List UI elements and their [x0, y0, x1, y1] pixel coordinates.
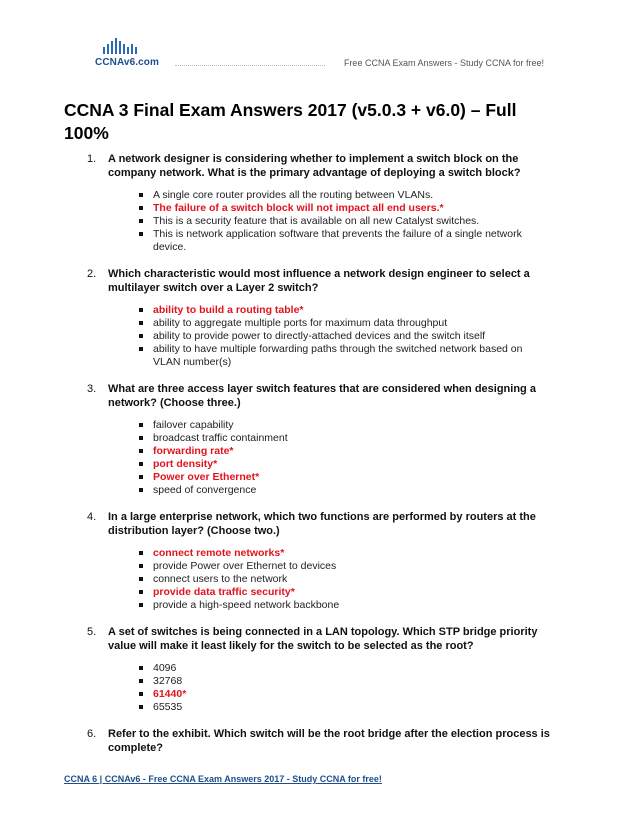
- bullet-icon: [139, 462, 143, 466]
- question-number: 2.: [87, 268, 97, 280]
- question-text: What are three access layer switch features that are considered when designing a network? (Choose three.): [108, 383, 536, 409]
- bullet-icon: [139, 334, 143, 338]
- answer-option: [139, 560, 550, 573]
- option-text: 4096: [153, 662, 177, 674]
- bullet-icon: [139, 666, 143, 670]
- answer-option: [139, 228, 550, 254]
- answer-option: [139, 189, 550, 202]
- bullet-icon: [139, 564, 143, 568]
- correct-answer-option: [139, 547, 550, 560]
- answer-option: [139, 330, 550, 343]
- option-text: 65535: [153, 701, 183, 713]
- answer-option: [139, 432, 550, 445]
- correct-answer-option: [139, 458, 550, 471]
- question-number: 6.: [87, 728, 97, 740]
- option-text: connect users to the network: [153, 573, 288, 585]
- answer-option: [139, 419, 550, 432]
- option-text: ability to have multiple forwarding paths through the switched network based on VLAN number(s): [153, 343, 523, 368]
- question-text: Which characteristic would most influence a network design engineer to select a multilayer switch over a Layer 2 switch?: [108, 268, 530, 294]
- answer-option: [139, 662, 550, 675]
- bullet-icon: [139, 488, 143, 492]
- option-text: This is a security feature that is available on all new Catalyst switches.: [153, 215, 480, 227]
- answer-options: [88, 662, 550, 714]
- option-text: ability to build a routing table*: [153, 304, 304, 316]
- answer-option: [139, 484, 550, 497]
- question-number: 5.: [87, 626, 97, 638]
- answer-options: [88, 419, 550, 497]
- question-text: A network designer is considering whether to implement a switch block on the company network. What is the primary advantage of deploying a switch block?: [108, 153, 521, 179]
- bullet-icon: [139, 193, 143, 197]
- bullet-icon: [139, 232, 143, 236]
- bullet-icon: [139, 603, 143, 607]
- option-text: 32768: [153, 675, 183, 687]
- bullet-icon: [139, 577, 143, 581]
- option-text: provide a high-speed network backbone: [153, 599, 340, 611]
- question-item: [70, 625, 550, 714]
- option-text: broadcast traffic containment: [153, 432, 288, 444]
- bullet-icon: [139, 705, 143, 709]
- option-text: This is network application software that prevents the failure of a single network device.: [153, 228, 522, 253]
- bullet-icon: [139, 321, 143, 325]
- bullet-icon: [139, 551, 143, 555]
- option-text: Power over Ethernet*: [153, 471, 260, 483]
- question-item: [70, 727, 550, 755]
- question-number: 3.: [87, 383, 97, 395]
- bullet-icon: [139, 436, 143, 440]
- answer-option: [139, 675, 550, 688]
- footer-link[interactable]: CCNA 6 | CCNAv6 - Free CCNA Exam Answers 2017 - Study CCNA for free!: [64, 774, 382, 784]
- header-divider: [175, 65, 325, 66]
- correct-answer-option: [139, 586, 550, 599]
- correct-answer-option: [139, 471, 550, 484]
- option-text: provide Power over Ethernet to devices: [153, 560, 337, 572]
- answer-option: [139, 573, 550, 586]
- question-list: [70, 152, 550, 755]
- question-item: [70, 152, 550, 254]
- option-text: forwarding rate*: [153, 445, 234, 457]
- option-text: 61440*: [153, 688, 187, 700]
- bullet-icon: [139, 692, 143, 696]
- option-text: A single core router provides all the routing between VLANs.: [153, 189, 434, 201]
- option-text: speed of convergence: [153, 484, 257, 496]
- bullet-icon: [139, 679, 143, 683]
- answer-option: [139, 317, 550, 330]
- bullet-icon: [139, 590, 143, 594]
- correct-answer-option: [139, 202, 550, 215]
- bullet-icon: [139, 219, 143, 223]
- bullet-icon: [139, 449, 143, 453]
- question-number: 4.: [87, 511, 97, 523]
- correct-answer-option: [139, 445, 550, 458]
- page-header: [0, 0, 638, 80]
- site-logo[interactable]: [95, 38, 175, 70]
- logo-text: CCNAv6.com: [95, 57, 159, 68]
- option-text: connect remote networks*: [153, 547, 285, 559]
- question-item: [70, 382, 550, 497]
- bullet-icon: [139, 308, 143, 312]
- option-text: provide data traffic security*: [153, 586, 295, 598]
- signal-bars-icon: [103, 38, 147, 56]
- answer-options: [88, 304, 550, 369]
- question-text: In a large enterprise network, which two functions are performed by routers at the distribution layer? (Choose two.): [108, 511, 536, 537]
- bullet-icon: [139, 423, 143, 427]
- answer-option: [139, 599, 550, 612]
- question-item: [70, 510, 550, 612]
- answer-options: [88, 547, 550, 612]
- question-text: A set of switches is being connected in a LAN topology. Which STP bridge priority value will make it least likely for the switch to be selected as the root?: [108, 626, 538, 652]
- option-text: The failure of a switch block will not impact all end users.*: [153, 202, 444, 214]
- correct-answer-option: [139, 304, 550, 317]
- answer-option: [139, 343, 550, 369]
- option-text: port density*: [153, 458, 218, 470]
- option-text: ability to aggregate multiple ports for maximum data throughput: [153, 317, 448, 329]
- option-text: failover capability: [153, 419, 234, 431]
- answer-option: [139, 215, 550, 228]
- page-title: CCNA 3 Final Exam Answers 2017 (v5.0.3 + v6.0) – Full 100%: [64, 100, 517, 143]
- answer-options: [88, 189, 550, 254]
- question-number: 1.: [87, 153, 97, 165]
- bullet-icon: [139, 475, 143, 479]
- bullet-icon: [139, 206, 143, 210]
- bullet-icon: [139, 347, 143, 351]
- option-text: ability to provide power to directly-attached devices and the switch itself: [153, 330, 486, 342]
- answer-option: [139, 701, 550, 714]
- question-text: Refer to the exhibit. Which switch will be the root bridge after the election process is complete?: [108, 728, 550, 754]
- header-tagline: Free CCNA Exam Answers - Study CCNA for free!: [343, 58, 544, 68]
- correct-answer-option: [139, 688, 550, 701]
- question-item: [70, 267, 550, 369]
